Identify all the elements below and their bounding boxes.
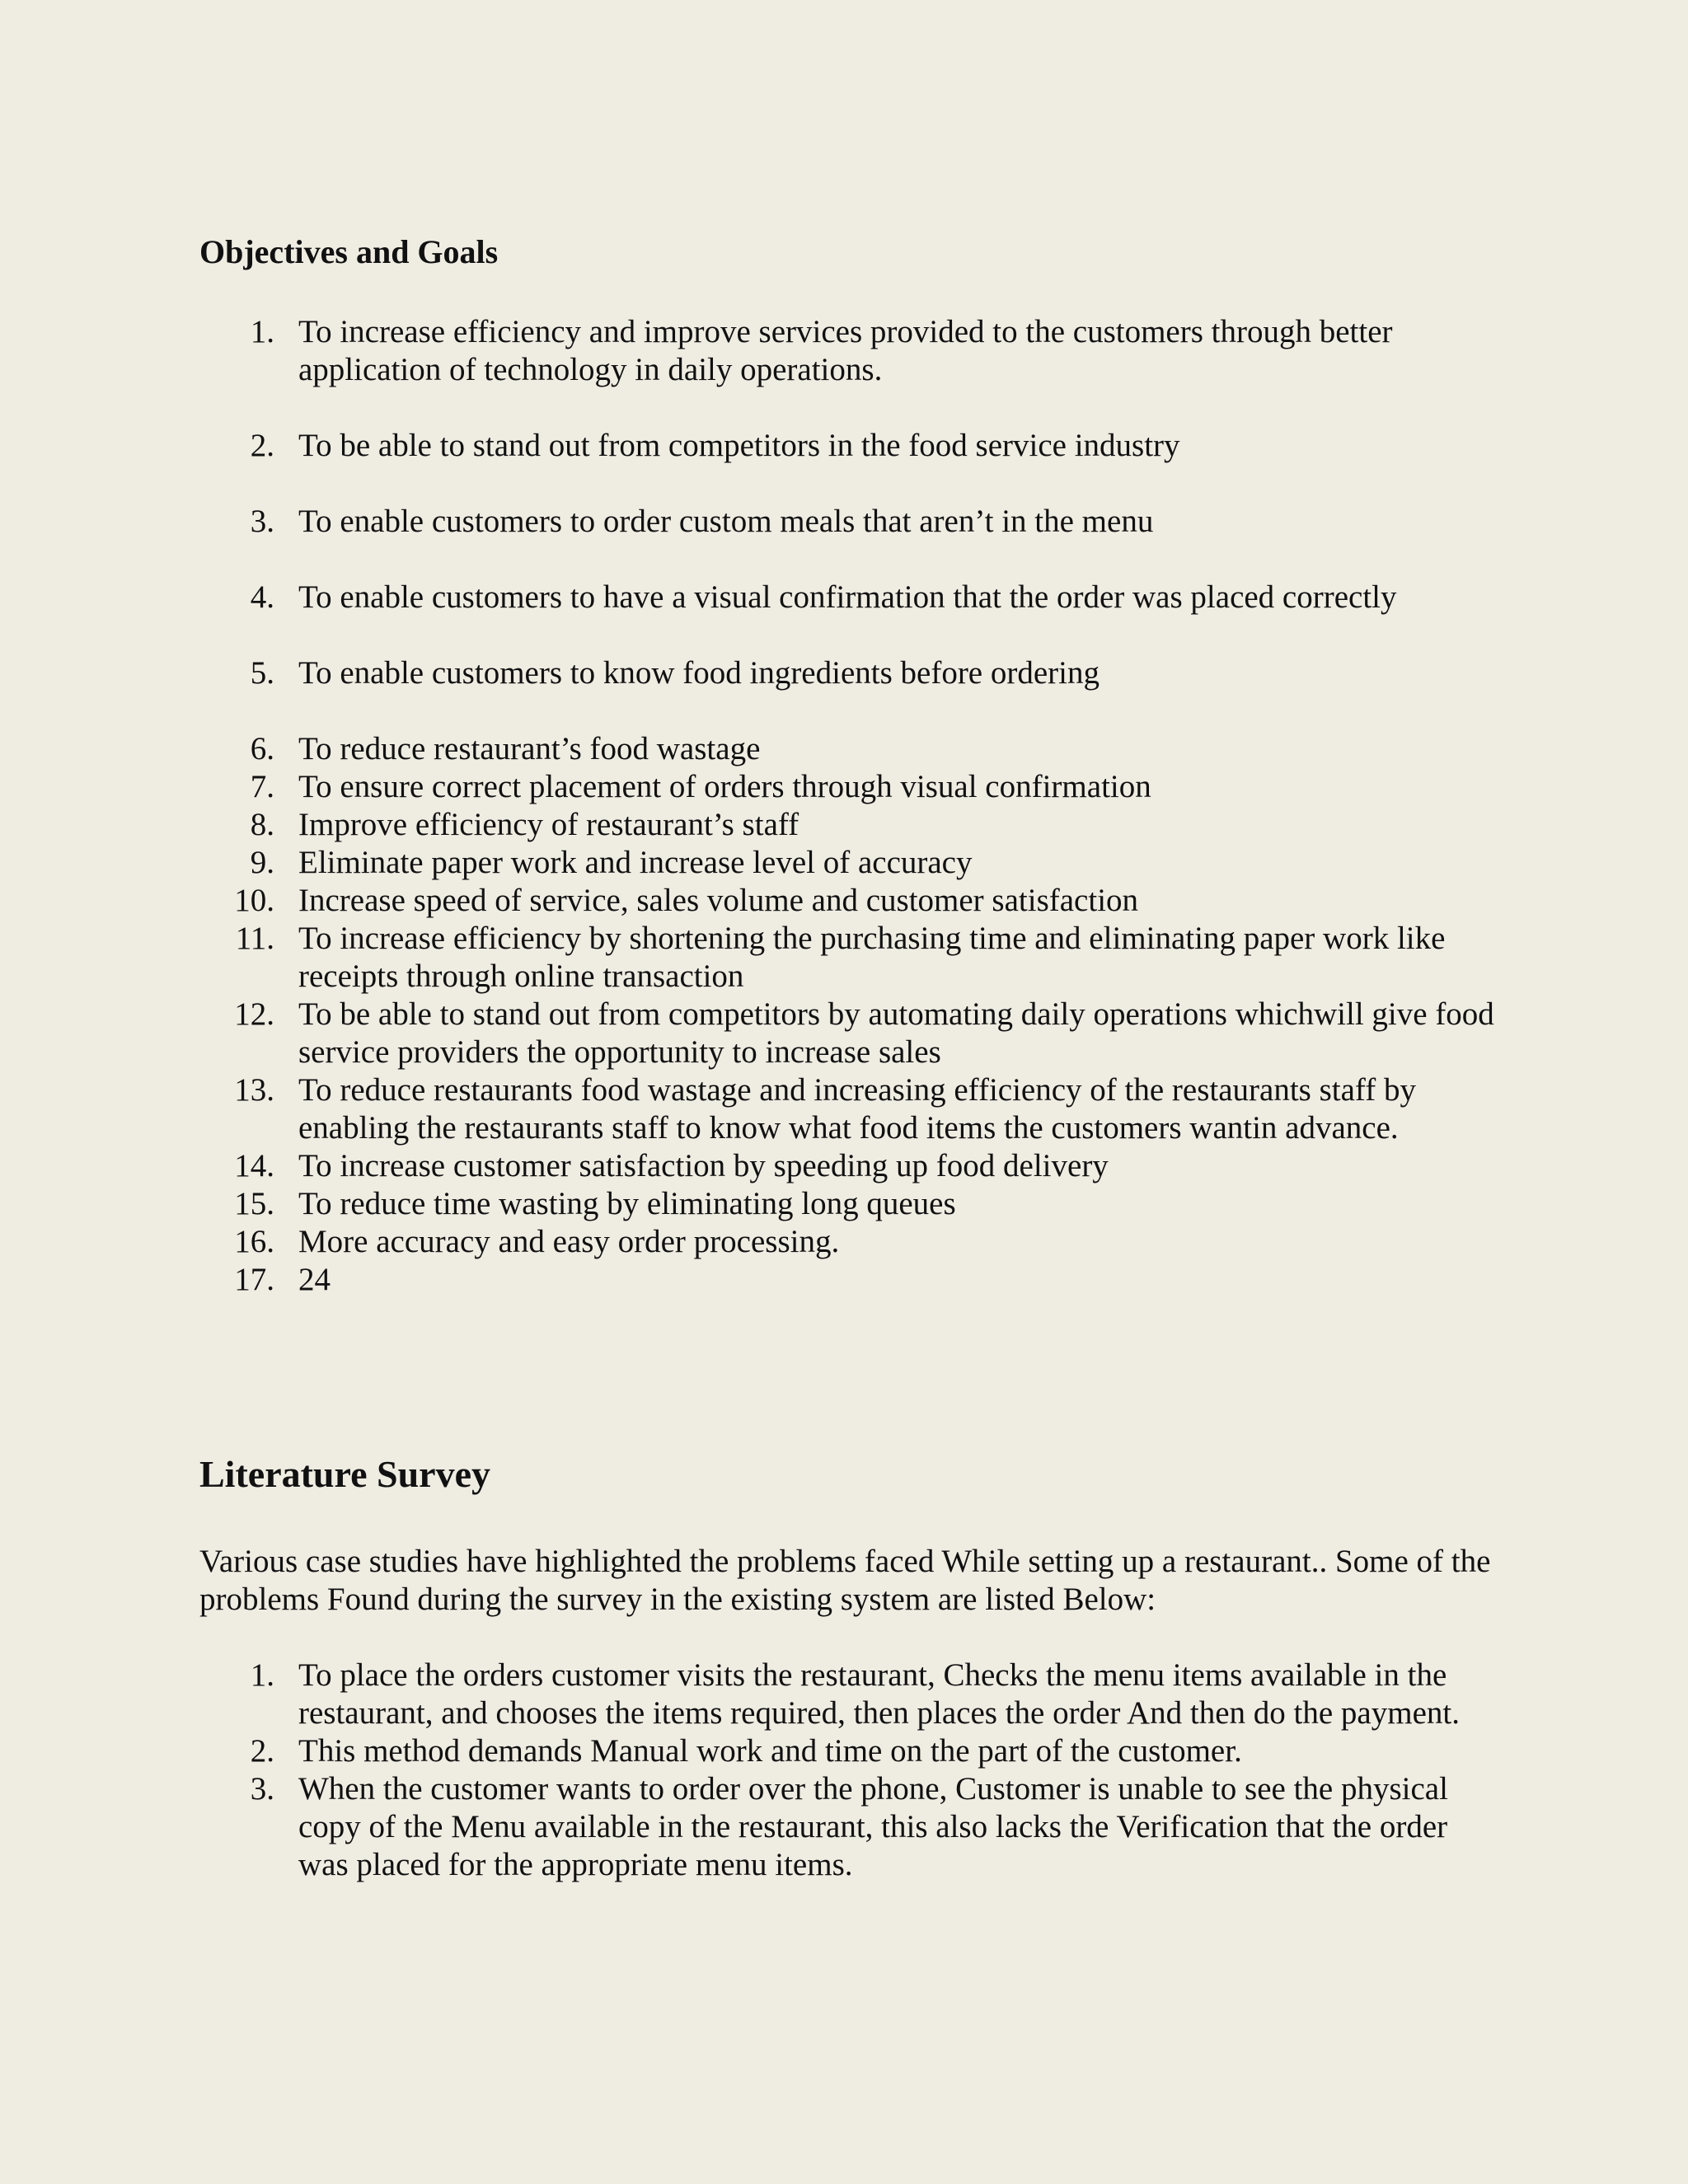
list-item bbox=[199, 579, 1502, 616]
list-item bbox=[199, 654, 1502, 692]
list-item bbox=[199, 920, 1502, 996]
literature-survey-heading: Literature Survey bbox=[199, 1453, 491, 1495]
list-item bbox=[199, 996, 1502, 1071]
list-item-number: 10. bbox=[234, 883, 274, 918]
list-item bbox=[199, 313, 1502, 389]
list-item-number: 4. bbox=[250, 579, 274, 615]
list-item-text: To be able to stand out from competitors in the food service industry bbox=[298, 428, 1180, 463]
list-item bbox=[199, 1185, 1502, 1223]
list-item-text: To increase efficiency and improve services provided to the customers through better application of technology in daily operations. bbox=[298, 314, 1393, 387]
objectives-heading: Objectives and Goals bbox=[199, 233, 499, 270]
list-item-text: To reduce restaurants food wastage and increasing efficiency of the restaurants staff by enabling the restaurants staff to know what food items the customers wantin advance. bbox=[298, 1072, 1416, 1146]
list-item bbox=[199, 1732, 1502, 1770]
list-item bbox=[199, 1657, 1502, 1732]
list-item bbox=[199, 882, 1502, 920]
list-item-number: 5. bbox=[250, 655, 274, 691]
list-item-number: 12. bbox=[234, 996, 274, 1032]
list-item-number: 11. bbox=[235, 921, 274, 956]
list-item-number: 9. bbox=[250, 845, 274, 880]
list-item-text: Eliminate paper work and increase level of accuracy bbox=[298, 845, 973, 880]
list-item-text: To increase customer satisfaction by speeding up food delivery bbox=[298, 1148, 1109, 1183]
list-item-text: This method demands Manual work and time on the part of the customer. bbox=[298, 1733, 1242, 1769]
list-item-number: 1. bbox=[250, 314, 274, 349]
list-item bbox=[199, 1261, 1502, 1299]
list-item-number: 17. bbox=[234, 1262, 274, 1297]
list-item-number: 13. bbox=[234, 1072, 274, 1108]
literature-problems-list bbox=[199, 1657, 1502, 1884]
list-item bbox=[199, 1147, 1502, 1185]
list-item-number: 14. bbox=[234, 1148, 274, 1183]
list-item-text: To place the orders customer visits the restaurant, Checks the menu items available in the restaurant, and chooses the items required, then places the order And then do the payment. bbox=[298, 1657, 1460, 1731]
list-item-text: Improve efficiency of restaurant’s staff bbox=[298, 807, 799, 842]
list-item-text: 24 bbox=[298, 1262, 331, 1297]
list-item bbox=[199, 844, 1502, 882]
list-item-text: More accuracy and easy order processing. bbox=[298, 1224, 840, 1259]
list-item-text: To increase efficiency by shortening the purchasing time and eliminating paper work like receipts through online transaction bbox=[298, 921, 1446, 994]
list-item-number: 6. bbox=[250, 731, 274, 766]
list-item-number: 3. bbox=[250, 504, 274, 539]
list-item bbox=[199, 1071, 1502, 1147]
list-item-number: 7. bbox=[250, 769, 274, 804]
list-item-text: To reduce restaurant’s food wastage bbox=[298, 731, 761, 766]
list-item bbox=[199, 1223, 1502, 1261]
list-item-text: To enable customers to have a visual confirmation that the order was placed correctly bbox=[298, 579, 1397, 615]
list-item-number: 1. bbox=[250, 1657, 274, 1693]
list-item bbox=[199, 503, 1502, 541]
list-item bbox=[199, 730, 1502, 768]
list-item-number: 15. bbox=[234, 1186, 274, 1221]
list-item bbox=[199, 427, 1502, 465]
list-item-number: 3. bbox=[250, 1771, 274, 1807]
list-item bbox=[199, 1770, 1502, 1884]
literature-intro-paragraph: Various case studies have highlighted the problems faced While setting up a restaurant.. Some of the problems Found during the survey in the existing system are listed Below: bbox=[199, 1544, 1491, 1617]
list-item-text: To reduce time wasting by eliminating long queues bbox=[298, 1186, 956, 1221]
list-item-text: When the customer wants to order over the phone, Customer is unable to see the physical copy of the Menu available in the restaurant, this also lacks the Verification that the order was placed for the appropriate menu items. bbox=[298, 1771, 1448, 1882]
list-item-number: 8. bbox=[250, 807, 274, 842]
objectives-list bbox=[199, 313, 1502, 1299]
list-item-text: To enable customers to know food ingredients before ordering bbox=[298, 655, 1100, 691]
list-item-number: 16. bbox=[234, 1224, 274, 1259]
list-item bbox=[199, 768, 1502, 806]
list-item-text: To enable customers to order custom meals that aren’t in the menu bbox=[298, 504, 1154, 539]
list-item-text: To ensure correct placement of orders through visual confirmation bbox=[298, 769, 1151, 804]
list-item-text: Increase speed of service, sales volume and customer satisfaction bbox=[298, 883, 1139, 918]
list-item bbox=[199, 806, 1502, 844]
list-item-number: 2. bbox=[250, 428, 274, 463]
list-item-number: 2. bbox=[250, 1733, 274, 1769]
list-item-text: To be able to stand out from competitors by automating daily operations whichwill give food service providers the opportunity to increase sales bbox=[298, 996, 1494, 1070]
